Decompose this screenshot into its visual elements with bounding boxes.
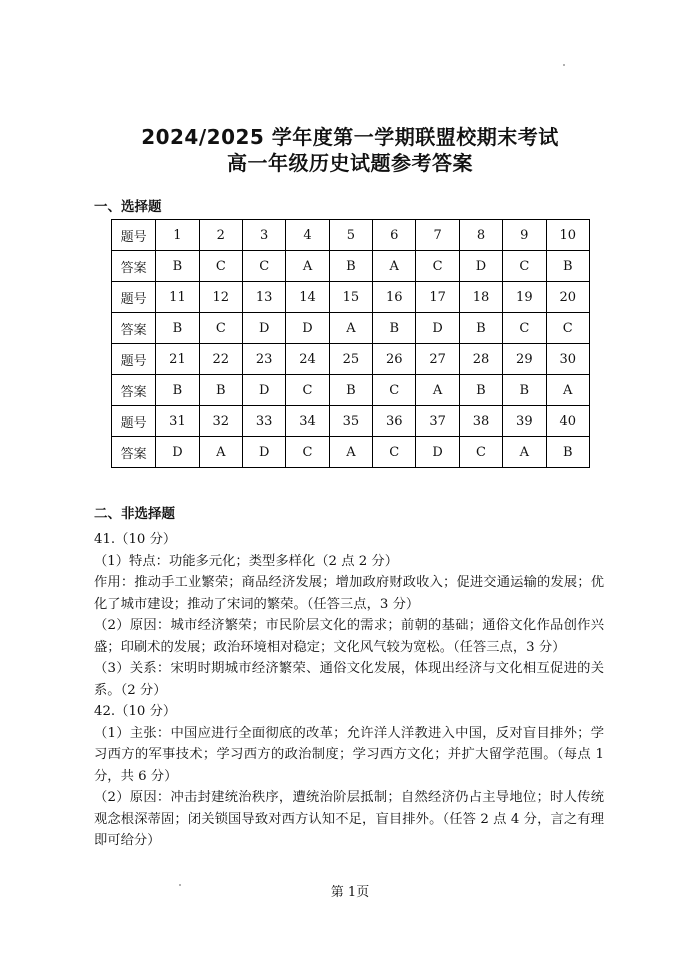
answer-table [111, 219, 590, 468]
table-cell: D [459, 251, 502, 282]
table-cell: 17 [416, 282, 459, 313]
table-cell: 7 [416, 220, 459, 251]
table-row [112, 282, 590, 313]
table-row [112, 220, 590, 251]
table-cell: B [156, 251, 199, 282]
table-cell: B [156, 313, 199, 344]
row-label: 题号 [112, 220, 156, 251]
table-cell: 23 [242, 344, 285, 375]
q41-part2: （2）原因：城市经济繁荣；市民阶层文化的需求；前朝的基础；通俗文化作品创作兴盛；印刷术的发展；政治环境相对稳定；文化风气较为宽松。（任答三点，3 分） [94, 618, 604, 655]
table-cell: 22 [199, 344, 242, 375]
row-label: 答案 [112, 437, 156, 468]
table-cell: C [242, 251, 285, 282]
table-cell: 15 [329, 282, 372, 313]
row-label: 题号 [112, 406, 156, 437]
q42-part1: （1）主张：中国应进行全面彻底的改革；允许洋人洋教进入中国，反对盲目排外；学习西方的军事技术；学习西方的政治制度；学习西方文化；并扩大留学范围。（每点 1 分，共 6 分） [94, 725, 604, 784]
speck-mark [563, 64, 565, 66]
table-cell: A [416, 375, 459, 406]
table-cell: C [286, 375, 329, 406]
table-cell: 39 [503, 406, 546, 437]
table-cell: B [503, 375, 546, 406]
table-row [112, 437, 590, 468]
table-cell: 13 [242, 282, 285, 313]
table-cell: 21 [156, 344, 199, 375]
table-cell: C [416, 251, 459, 282]
table-cell: 9 [503, 220, 546, 251]
answer-body [94, 529, 604, 852]
row-label: 答案 [112, 313, 156, 344]
table-cell: D [156, 437, 199, 468]
table-cell: C [546, 313, 590, 344]
table-cell: A [373, 251, 416, 282]
table-cell: C [373, 437, 416, 468]
table-cell: 3 [242, 220, 285, 251]
table-cell: C [373, 375, 416, 406]
page-title: 2024/2025 学年度第一学期联盟校期末考试 [141, 125, 559, 149]
table-row [112, 313, 590, 344]
table-cell: 28 [459, 344, 502, 375]
table-cell: 32 [199, 406, 242, 437]
table-cell: 1 [156, 220, 199, 251]
table-cell: 27 [416, 344, 459, 375]
table-cell: B [546, 437, 590, 468]
q41-part3: （3）关系：宋明时期城市经济繁荣、通俗文化发展，体现出经济与文化相互促进的关系。（2 分） [94, 661, 604, 698]
table-cell: C [459, 437, 502, 468]
row-label: 题号 [112, 282, 156, 313]
table-cell: B [373, 313, 416, 344]
table-cell: B [329, 375, 372, 406]
table-cell: A [199, 437, 242, 468]
table-cell: 29 [503, 344, 546, 375]
table-cell: 24 [286, 344, 329, 375]
row-label: 答案 [112, 375, 156, 406]
q41-heading: 41.（10 分） [94, 532, 177, 547]
table-row [112, 344, 590, 375]
table-cell: B [199, 375, 242, 406]
row-label: 题号 [112, 344, 156, 375]
table-cell: 4 [286, 220, 329, 251]
table-cell: 36 [373, 406, 416, 437]
section-heading-choice: 一、选择题 [94, 199, 162, 215]
table-cell: A [546, 375, 590, 406]
table-cell: 2 [199, 220, 242, 251]
table-cell: 25 [329, 344, 372, 375]
table-cell: C [199, 251, 242, 282]
table-cell: 19 [503, 282, 546, 313]
table-cell: 8 [459, 220, 502, 251]
table-row [112, 406, 590, 437]
table-cell: D [242, 313, 285, 344]
table-cell: C [503, 251, 546, 282]
q42-heading: 42.（10 分） [94, 704, 177, 719]
table-cell: B [329, 251, 372, 282]
q42-part2: （2）原因：冲击封建统治秩序，遭统治阶层抵制；自然经济仍占主导地位；时人传统观念根深蒂固；闭关锁国导致对西方认知不足，盲目排外。（任答 2 点 4 分，言之有理即可给分） [94, 790, 604, 848]
table-row [112, 251, 590, 282]
table-cell: 12 [199, 282, 242, 313]
q41-part1: （1）特点：功能多元化；类型多样化（2 点 2 分） [94, 553, 398, 569]
table-cell: 10 [546, 220, 590, 251]
table-cell: C [286, 437, 329, 468]
page-number: 第 1页 [330, 885, 370, 900]
table-cell: C [503, 313, 546, 344]
table-cell: D [416, 313, 459, 344]
table-cell: 6 [373, 220, 416, 251]
table-row [112, 375, 590, 406]
table-cell: 11 [156, 282, 199, 313]
table-cell: 14 [286, 282, 329, 313]
table-cell: D [242, 375, 285, 406]
table-cell: 31 [156, 406, 199, 437]
q41-part1-effect: 作用：推动手工业繁荣；商品经济发展；增加政府财政收入；促进交通运输的发展；优化了城市建设；推动了宋词的繁荣。（任答三点，3 分） [94, 575, 604, 612]
table-cell: B [546, 251, 590, 282]
section-heading-nonchoice: 二、非选择题 [94, 506, 175, 522]
table-cell: 26 [373, 344, 416, 375]
table-cell: 37 [416, 406, 459, 437]
table-cell: 20 [546, 282, 590, 313]
row-label: 答案 [112, 251, 156, 282]
table-cell: D [416, 437, 459, 468]
table-cell: A [329, 313, 372, 344]
table-cell: A [503, 437, 546, 468]
table-cell: 34 [286, 406, 329, 437]
table-cell: C [199, 313, 242, 344]
table-cell: B [459, 313, 502, 344]
page-subtitle: 高一年级历史试题参考答案 [227, 151, 473, 175]
table-cell: A [286, 251, 329, 282]
table-cell: 40 [546, 406, 590, 437]
table-cell: A [329, 437, 372, 468]
table-cell: D [286, 313, 329, 344]
table-cell: 30 [546, 344, 590, 375]
table-cell: B [459, 375, 502, 406]
table-cell: 16 [373, 282, 416, 313]
table-cell: 5 [329, 220, 372, 251]
table-cell: D [242, 437, 285, 468]
table-cell: 38 [459, 406, 502, 437]
table-cell: 18 [459, 282, 502, 313]
table-cell: 35 [329, 406, 372, 437]
table-cell: B [156, 375, 199, 406]
table-cell: 33 [242, 406, 285, 437]
